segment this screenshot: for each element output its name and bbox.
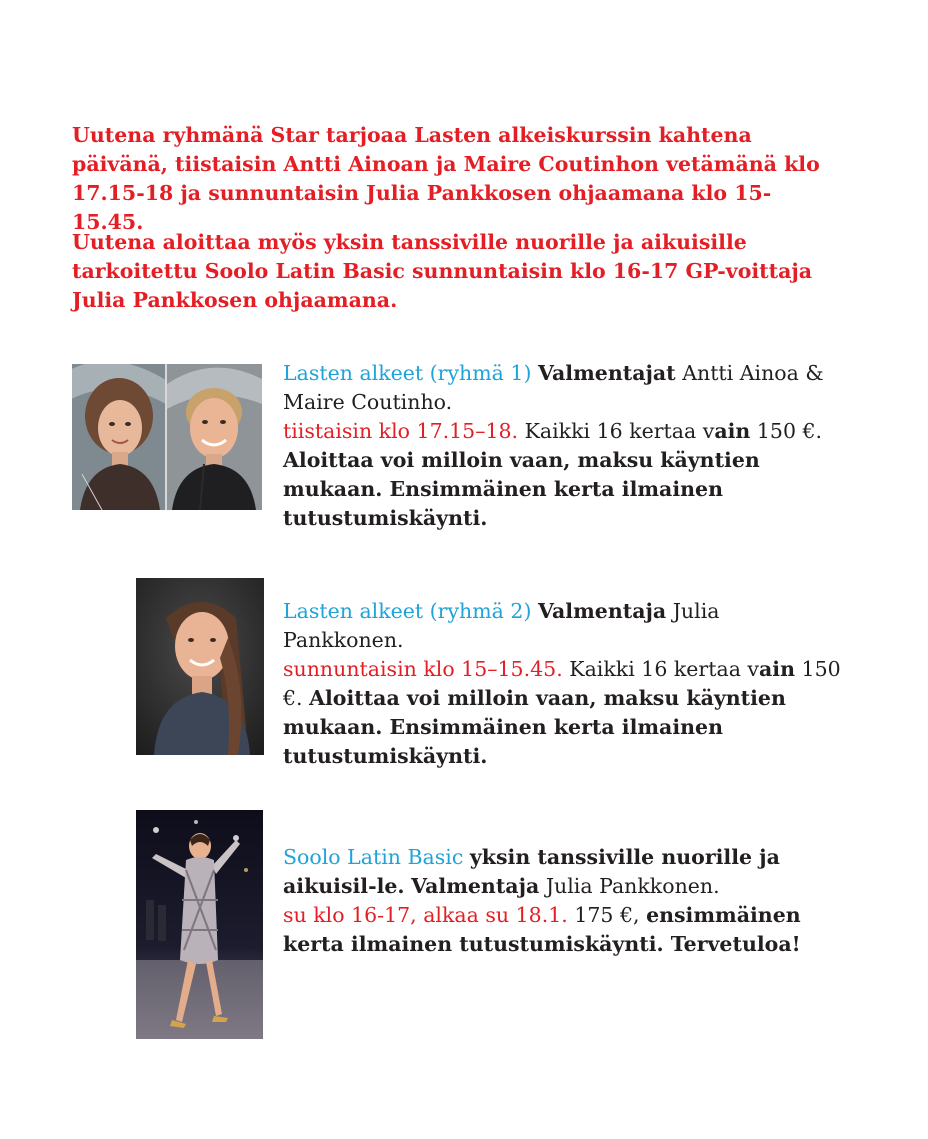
intro-paragraph-2: Uutena aloittaa myös yksin tanssiville nuorille ja aikuisille tarkoitettu Soolo Latin Basic sunnuntaisin klo 16-17 GP-voittaja Julia Pankkosen ohjaamana. <box>72 230 813 312</box>
course-schedule: su klo 16-17, alkaa su 18.1. <box>283 903 568 927</box>
course-schedule: sunnuntaisin klo 15–15.45. <box>283 657 563 681</box>
coach-photo-julia <box>136 578 264 755</box>
coaches-photo-group-1 <box>72 364 262 510</box>
course-details: Aloittaa voi milloin vaan, maksu käyntien mukaan. Ensimmäinen kerta ilmainen tutustumiskäynti. <box>283 686 786 768</box>
course-title: Lasten alkeet (ryhmä 1) <box>283 361 532 385</box>
course-audience: yksin tanssiville nuorille ja aikuisil-le. <box>283 845 780 898</box>
coach-label: Valmentaja <box>538 599 667 623</box>
coach-label: Valmentajat <box>538 361 676 385</box>
course-card-3 <box>283 843 843 959</box>
coach-names: Antti Ainoa & Maire Coutinho. <box>283 361 824 414</box>
coach-names: Julia Pankkonen. <box>545 874 720 898</box>
course-title: Lasten alkeet (ryhmä 2) <box>283 599 532 623</box>
price-mid: ain <box>714 419 751 443</box>
price-mid: ain <box>759 657 795 681</box>
price-tail: 150 €. <box>283 657 841 710</box>
course-title: Soolo Latin Basic <box>283 845 464 869</box>
course-details: Aloittaa voi milloin vaan, maksu käyntien mukaan. Ensimmäinen kerta ilmainen tutustumiskäynti. <box>283 448 760 530</box>
price-tail: 150 €. <box>756 419 823 443</box>
course-card-1 <box>283 359 843 533</box>
price-lead: Kaikki 16 kertaa v <box>524 419 715 443</box>
price-lead: Kaikki 16 kertaa v <box>569 657 760 681</box>
coach-names: Julia Pankkonen. <box>283 599 720 652</box>
course-details: ensimmäinen kerta ilmainen tutustumiskäynti. Tervetuloa! <box>283 903 801 956</box>
course-price: 175 €, <box>574 903 640 927</box>
intro-paragraph-1: Uutena ryhmänä Star tarjoaa Lasten alkeiskurssin kahtena päivänä, tiistaisin Antti Ainoan ja Maire Coutinhon vetämänä klo 17.15-18 ja sunnuntaisin Julia Pankkosen ohjaamana klo 15-15.45. <box>72 123 820 234</box>
dancer-photo <box>136 810 263 1039</box>
course-schedule: tiistaisin klo 17.15–18. <box>283 419 519 443</box>
course-card-2 <box>283 597 843 771</box>
coach-label: Valmentaja <box>411 874 540 898</box>
